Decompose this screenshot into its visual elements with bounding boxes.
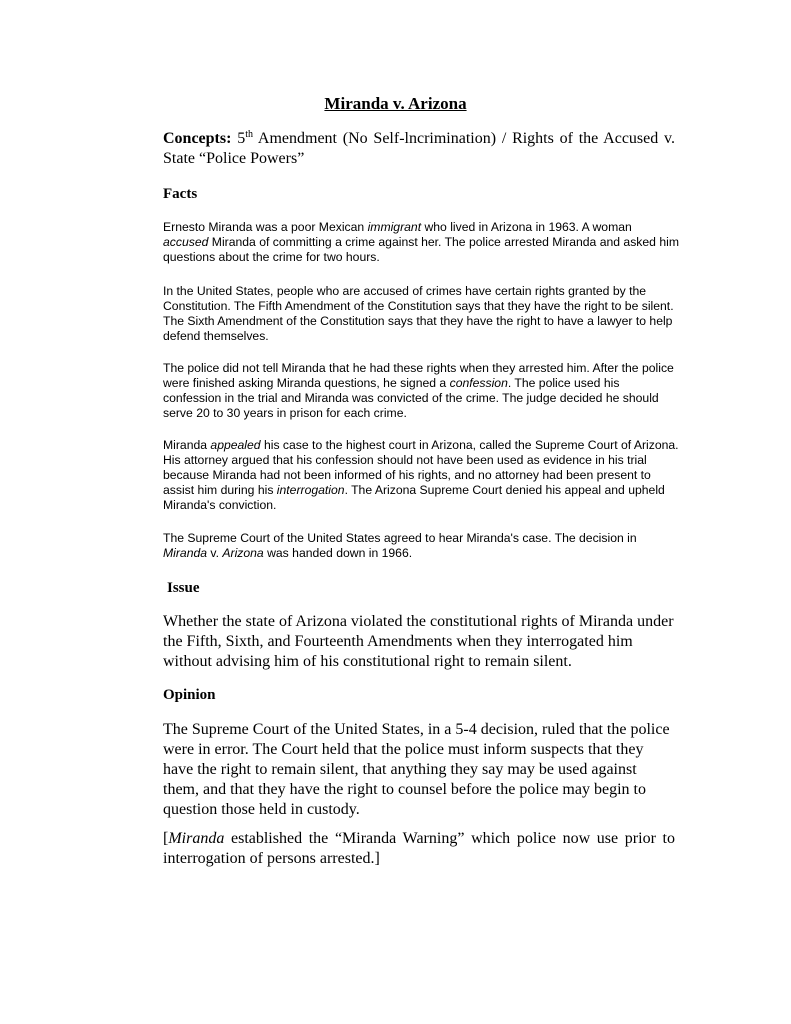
opinion-note bbox=[163, 829, 675, 869]
text-span: established the “Miranda Warning” which police now use prior to interrogation of persons arrested.] bbox=[163, 830, 675, 867]
page-title: Miranda v. Arizona bbox=[324, 94, 467, 113]
italic-term: Miranda bbox=[168, 830, 225, 847]
facts-paragraph-3 bbox=[163, 361, 679, 421]
text-span: was handed down in 1966. bbox=[263, 546, 413, 560]
opinion-heading: Opinion bbox=[163, 687, 216, 703]
concepts-text: Amendment (No Self-lncrimination) / Rights of the Accused v. State “Police Powers” bbox=[163, 130, 676, 167]
italic-term: immigrant bbox=[367, 220, 422, 234]
text-span: Miranda bbox=[163, 438, 211, 452]
text-span: his case to the highest court in Arizona, called the Supreme Court of Arizona. His attorney argued that his confession should not have been used as evidence in his trial because Miranda had not been informed of his rights, and no attorney had been present to assist him during his bbox=[163, 438, 679, 497]
text-span: . The police used his confession in the trial and Miranda was convicted of the crime. The judge decided he should serve 20 to 30 years in prison for each crime. bbox=[163, 376, 659, 420]
facts-paragraph-4 bbox=[163, 438, 679, 513]
text-span: . The Arizona Supreme Court denied his appeal and upheld Miranda's conviction. bbox=[163, 483, 665, 512]
bracket-open: [ bbox=[163, 830, 169, 847]
facts-heading: Facts bbox=[163, 186, 198, 202]
concepts-label: Concepts: bbox=[163, 130, 232, 147]
text-span: Ernesto Miranda was a poor Mexican bbox=[163, 220, 368, 234]
concepts-paragraph bbox=[163, 129, 675, 169]
text-span: The Supreme Court of the United States agreed to hear Miranda's case. The decision in bbox=[163, 531, 637, 545]
concepts-number: 5 bbox=[237, 130, 246, 147]
italic-term: interrogation bbox=[276, 483, 345, 497]
italic-term: accused bbox=[163, 235, 209, 249]
text-span: Miranda of committing a crime against her. The police arrested Miranda and asked him questions about the crime for two hours. bbox=[163, 235, 679, 264]
facts-paragraph-2: In the United States, people who are accused of crimes have certain rights granted by the Constitution. The Fifth Amendment of the Constitution says that they have the right to be silent. The Sixth Amendment of the Constitution says that they have the right to have a lawyer to help defend themselves. bbox=[163, 284, 674, 343]
italic-term: appealed bbox=[210, 438, 261, 452]
opinion-paragraph: The Supreme Court of the United States, in a 5-4 decision, ruled that the police were in error. The Court held that the police must inform suspects that they have the right to remain silent, that anything they say may be used against them, and that they have the right to counsel before the police may begin to question those held in custody. bbox=[163, 721, 670, 818]
text-span: who lived in Arizona in 1963. A woman bbox=[421, 220, 632, 234]
issue-paragraph: Whether the state of Arizona violated the constitutional rights of Miranda under the Fifth, Sixth, and Fourteenth Amendments when they interrogated him without advising him of his constitutional right to remain silent. bbox=[163, 613, 674, 670]
italic-term: Miranda bbox=[163, 546, 208, 560]
text-span: The police did not tell Miranda that he had these rights when they arrested him. After the police were finished asking Miranda questions, he signed a bbox=[163, 361, 674, 390]
text-span: v. bbox=[207, 546, 223, 560]
italic-term: Arizona bbox=[222, 546, 264, 560]
facts-paragraph-1 bbox=[163, 220, 679, 265]
facts-paragraph-5 bbox=[163, 531, 679, 561]
concepts-superscript: th bbox=[245, 129, 253, 140]
italic-term: confession bbox=[449, 376, 508, 390]
issue-heading: Issue bbox=[167, 580, 200, 596]
